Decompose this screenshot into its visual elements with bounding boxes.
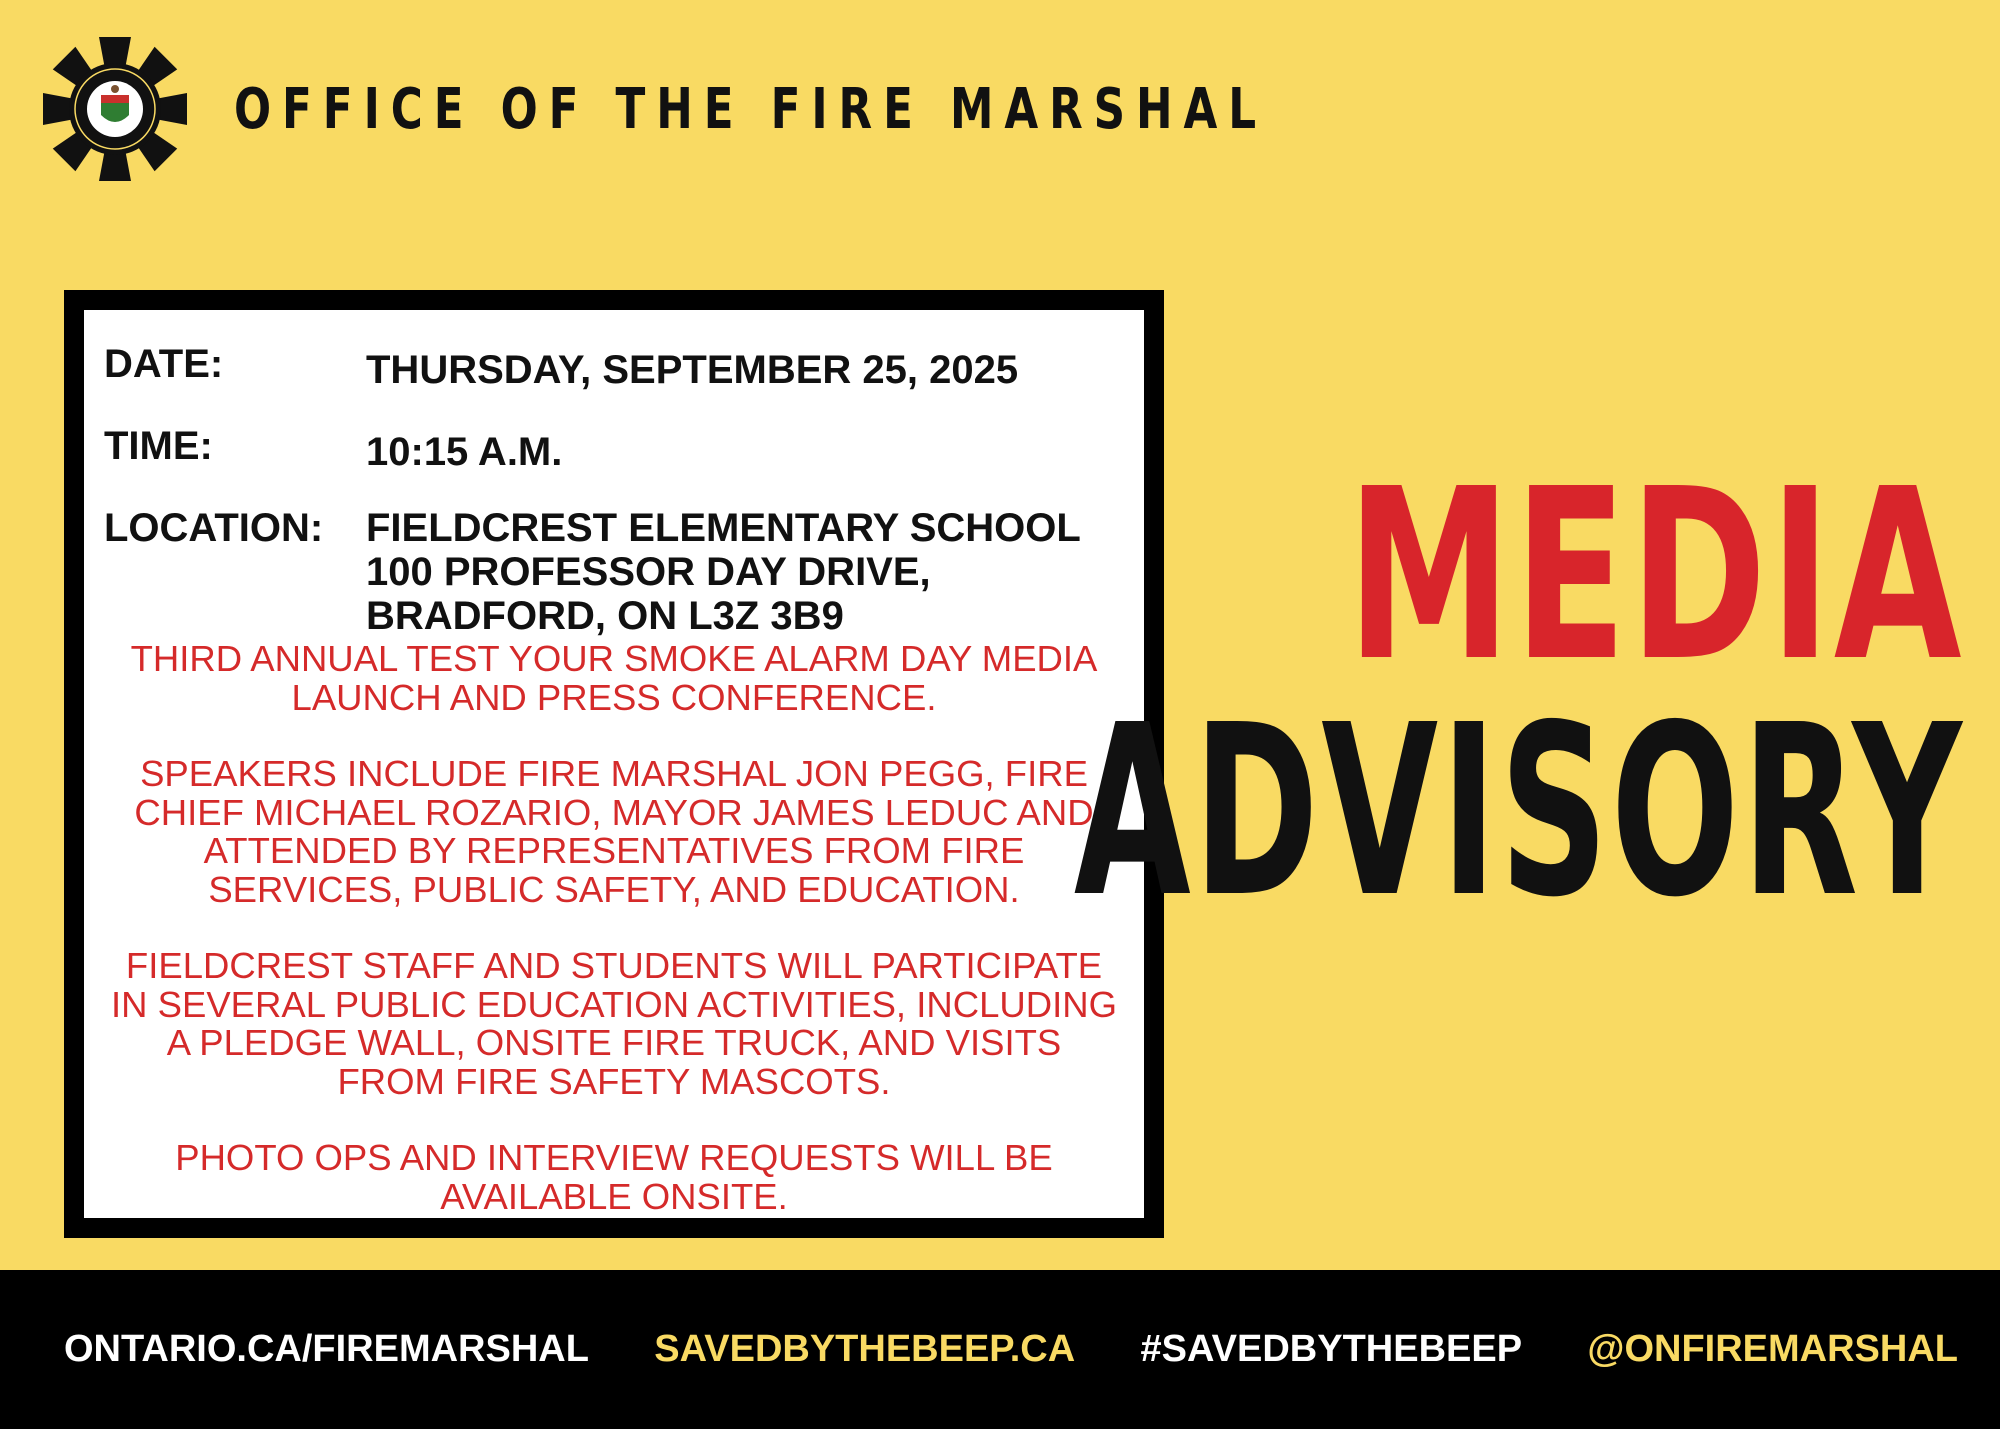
footer-hashtag-savedbythebeep[interactable]: #SAVEDBYTHEBEEP xyxy=(1140,1328,1523,1370)
time-label: TIME: xyxy=(104,424,213,468)
footer-link-savedbythebeep[interactable]: SAVEDBYTHEBEEP.CA xyxy=(654,1328,1076,1370)
location-line: BRADFORD, ON L3Z 3B9 xyxy=(366,594,844,638)
page-title: OFFICE OF THE FIRE MARSHAL xyxy=(234,76,1267,142)
footer-link-ontario-firemarshal[interactable]: ONTARIO.CA/FIREMARSHAL xyxy=(64,1328,589,1370)
description-paragraph: THIRD ANNUAL TEST YOUR SMOKE ALARM DAY MEDIA LAUNCH AND PRESS CONFERENCE. xyxy=(130,638,1098,718)
location-label: LOCATION: xyxy=(104,506,324,550)
description-paragraph: SPEAKERS INCLUDE FIRE MARSHAL JON PEGG, FIRE CHIEF MICHAEL ROZARIO, MAYOR JAMES LEDUC AND ATTENDED BY REPRESENTATIVES FROM FIRE SERVICES, PUBLIC SAFETY, AND EDUCATION. xyxy=(134,753,1094,910)
description-paragraph: FIELDCREST STAFF AND STUDENTS WILL PARTICIPATE IN SEVERAL PUBLIC EDUCATION ACTIVITIES, INCLUDING A PLEDGE WALL, ONSITE FIRE TRUCK, AND VISITS FROM FIRE SAFETY MASCOTS. xyxy=(111,945,1117,1102)
headline-advisory: ADVISORY xyxy=(1073,674,1964,949)
event-description xyxy=(104,640,1124,1216)
footer-handle-onfiremarshal[interactable]: @ONFIREMARSHAL xyxy=(1587,1328,1958,1370)
location-value xyxy=(366,506,1124,638)
date-row xyxy=(104,342,1124,392)
footer-bar xyxy=(0,1270,2000,1429)
fire-marshal-seal-icon xyxy=(40,34,190,184)
description-paragraph: PHOTO OPS AND INTERVIEW REQUESTS WILL BE AVAILABLE ONSITE. xyxy=(175,1137,1053,1217)
date-label: DATE: xyxy=(104,342,224,386)
advisory-details-box xyxy=(64,290,1164,1238)
location-line: 100 PROFESSOR DAY DRIVE, xyxy=(366,550,931,594)
time-row xyxy=(104,424,1124,474)
location-line: FIELDCREST ELEMENTARY SCHOOL xyxy=(366,506,1081,550)
time-value: 10:15 A.M. xyxy=(366,430,563,474)
date-value: THURSDAY, SEPTEMBER 25, 2025 xyxy=(366,348,1019,392)
header xyxy=(40,34,1558,184)
location-row xyxy=(104,506,1124,638)
headline-media: MEDIA xyxy=(1346,438,1964,713)
